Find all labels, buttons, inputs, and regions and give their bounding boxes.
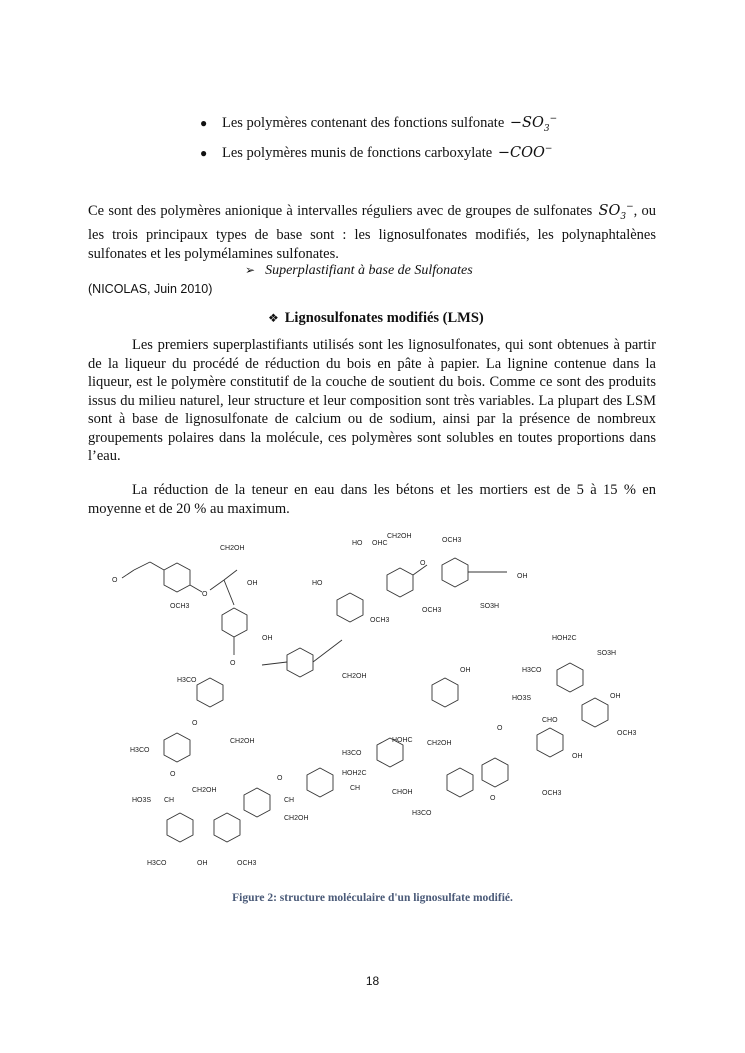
svg-text:O: O — [202, 591, 208, 598]
bullet-item — [200, 108, 620, 138]
bullet-item — [200, 138, 620, 168]
ring-c — [262, 580, 390, 680]
svg-text:SO3H: SO3H — [480, 603, 500, 610]
svg-text:CH: CH — [164, 797, 175, 804]
molecular-structure-figure — [102, 530, 647, 875]
svg-text:CH2OH: CH2OH — [387, 533, 412, 540]
ring-e — [512, 635, 637, 797]
svg-text:H3CO: H3CO — [147, 860, 167, 867]
bullet-dot-icon: ● — [200, 115, 208, 130]
svg-text:OCH3: OCH3 — [237, 860, 257, 867]
svg-text:OH: OH — [460, 667, 471, 674]
svg-text:OH: OH — [517, 573, 528, 580]
svg-text:CH: CH — [284, 797, 295, 804]
reference-citation: (NICOLAS, Juin 2010) — [88, 282, 213, 296]
svg-text:H3CO: H3CO — [177, 677, 197, 684]
svg-text:OCH3: OCH3 — [617, 730, 637, 737]
svg-text:CH2OH: CH2OH — [427, 740, 452, 747]
svg-text:H3CO: H3CO — [342, 750, 362, 757]
ring-d — [352, 533, 528, 614]
svg-text:O: O — [170, 771, 176, 778]
svg-text:OH: OH — [262, 635, 273, 642]
arrow-bullet-icon: ➢ — [245, 263, 256, 277]
svg-text:H3CO: H3CO — [412, 810, 432, 817]
ring-b — [210, 545, 258, 667]
bullet-formula: −COO− — [497, 144, 553, 161]
svg-text:HO3S: HO3S — [132, 797, 152, 804]
svg-text:CH2OH: CH2OH — [192, 787, 217, 794]
svg-text:CH: CH — [350, 785, 361, 792]
svg-text:CH2OH: CH2OH — [230, 738, 255, 745]
svg-text:O: O — [420, 560, 426, 567]
sulfonate-formula: $SO_3^-$ — [598, 202, 634, 222]
svg-text:OCH3: OCH3 — [542, 790, 562, 797]
svg-text:CH2OH: CH2OH — [342, 673, 367, 680]
svg-text:HO3S: HO3S — [512, 695, 532, 702]
svg-text:OHC: OHC — [372, 540, 388, 547]
ring-g — [130, 677, 333, 867]
paragraph-anionic-polymers: Ce sont des polymères anionique à intervalles réguliers avec de groupes de sulfonates $SO_3^-$, ou les trois principaux types de base sont : les lignosulfonates modifiés, les polynaphtalènes sulfonates et les polymélamines sulfonates. — [88, 202, 657, 262]
svg-text:O: O — [192, 720, 198, 727]
paragraph-water-reduction: La réduction de la teneur en eau dans les bétons et les mortiers est de 5 à 15 % en moyenne et de 20 % au maximum. — [88, 482, 656, 517]
svg-text:CH2OH: CH2OH — [284, 815, 309, 822]
svg-text:CHO: CHO — [542, 717, 558, 724]
svg-text:O: O — [497, 725, 503, 732]
svg-text:OCH3: OCH3 — [422, 607, 442, 614]
svg-text:CHOH: CHOH — [392, 789, 413, 796]
svg-text:HOHC: HOHC — [392, 737, 413, 744]
figure-caption: Figure 2: structure moléculaire d'un lignosulfate modifié. — [232, 892, 513, 904]
page-number: 18 — [365, 974, 380, 988]
svg-text:HOH2C: HOH2C — [552, 635, 577, 642]
svg-text:O: O — [490, 795, 496, 802]
svg-text:OH: OH — [247, 580, 258, 587]
label-o: O — [112, 577, 118, 584]
svg-text:OH: OH — [572, 753, 583, 760]
svg-text:HO: HO — [352, 540, 363, 547]
label-och3: OCH3 — [170, 603, 190, 610]
bullet-text: Les polymères munis de fonctions carboxylate — [222, 144, 496, 161]
paragraph-lignosulfonates: Les premiers superplastifiants utilisés sont les lignosulfonates, qui sont obtenues à partir de la liqueur du procédé de réduction du bois en pâte à papier. La lignine contenue dans la liqueur, est le polymère constitutif de la couche de soutient du bois. Comme ce sont des produits issus du milieu naturel, leur structure et leur composition sont très variables. La plupart des LSM sont à base de lignosulfonate de calcium ou de sodium, ainsi par la présence de nombreux groupements polaires dans la molécule, ces polymères sont solubles en toutes proportions dans l’eau. — [88, 337, 656, 464]
svg-text:O: O — [277, 775, 283, 782]
ring-f — [342, 667, 508, 817]
svg-text:H3CO: H3CO — [130, 747, 150, 754]
svg-text:HOH2C: HOH2C — [342, 770, 367, 777]
bullet-dot-icon: ● — [200, 145, 208, 160]
svg-text:OH: OH — [610, 693, 621, 700]
svg-text:OH: OH — [197, 860, 208, 867]
svg-text:OCH3: OCH3 — [370, 617, 390, 624]
section-heading-lms: ❖ Lignosulfonates modifiés (LMS) — [268, 310, 484, 326]
bullet-text: Les polymères contenant des fonctions sulfonate — [222, 114, 508, 131]
svg-text:O: O — [230, 660, 236, 667]
svg-text:SO3H: SO3H — [597, 650, 617, 657]
svg-text:OCH3: OCH3 — [442, 537, 462, 544]
svg-text:CH2OH: CH2OH — [220, 545, 245, 552]
svg-text:HO: HO — [312, 580, 323, 587]
ring-a — [112, 562, 208, 610]
bullet-formula: $-SO_3^-$ — [509, 114, 558, 134]
svg-text:H3CO: H3CO — [522, 667, 542, 674]
bullet-list — [200, 108, 620, 168]
subheading-sulfonates: ➢ Superplastifiant à base de Sulfonates — [245, 263, 473, 278]
diamond-bullet-icon: ❖ — [268, 311, 279, 325]
